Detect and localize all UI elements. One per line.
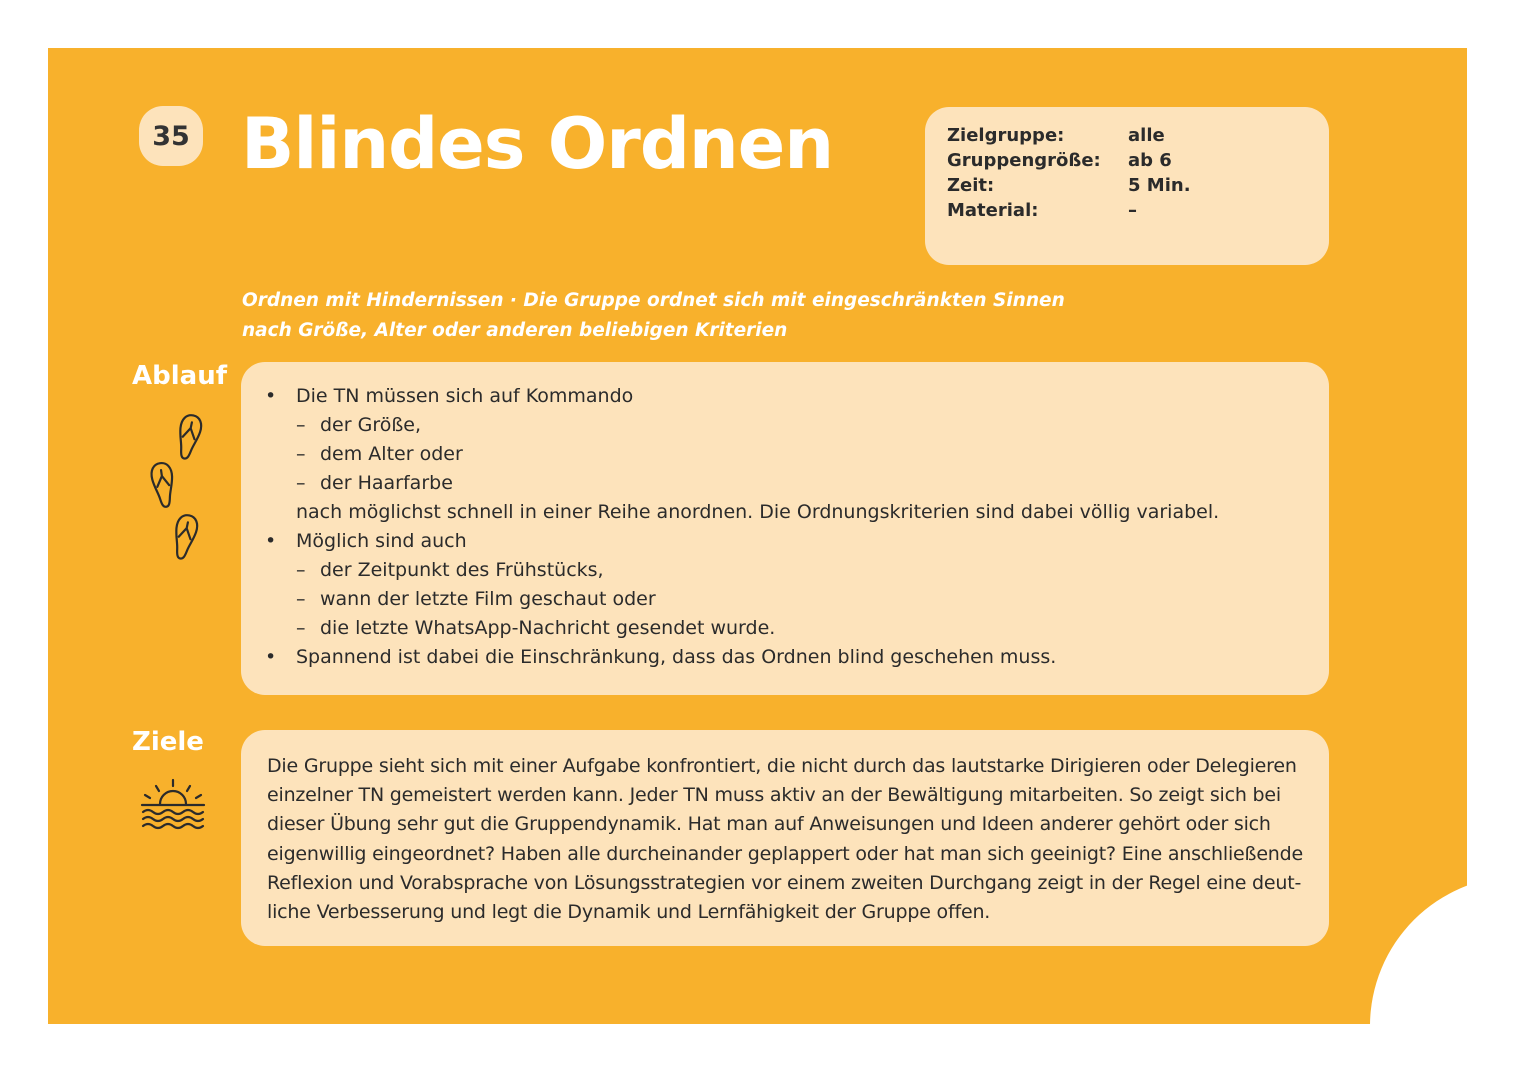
- info-row-zielgruppe: [947, 123, 1329, 148]
- activity-card: [48, 48, 1496, 1027]
- ziele-line: einzelner TN gemeistert werden kann. Jeder TN muss aktiv an der Bewältigung mitarbeiten. So zeigt sich bei: [267, 784, 1281, 807]
- ziele-box: [241, 730, 1329, 946]
- section-label-ablauf: Ablauf: [132, 361, 228, 391]
- info-value: –: [1128, 200, 1137, 221]
- list-item: – wann der letzte Film geschaut oder: [263, 585, 1309, 614]
- ziele-line: Reflexion und Vorabsprache von Lösungsstrategien vor einem zweiten Durchgang zeigt in der Regel eine deut-: [267, 871, 1302, 894]
- info-label: Material:: [947, 200, 1039, 221]
- list-item: – dem Alter oder: [263, 440, 1309, 469]
- list-item: • Spannend ist dabei die Einschränkung, dass das Ordnen blind geschehen muss.: [263, 643, 1309, 672]
- list-item: • Die TN müssen sich auf Kommando: [263, 382, 1309, 411]
- info-value: alle: [1128, 125, 1165, 146]
- ablauf-list: [263, 382, 1309, 672]
- info-label: Zeit:: [947, 175, 995, 196]
- info-row-material: [947, 198, 1329, 223]
- card-title: Blindes Ordnen: [241, 103, 834, 185]
- sunset-icon: [140, 778, 206, 834]
- ablauf-box: [241, 362, 1329, 695]
- list-item: – der Zeitpunkt des Frühstücks,: [263, 556, 1309, 585]
- list-item: – die letzte WhatsApp-Nachricht gesendet wurde.: [263, 614, 1309, 643]
- info-label: Gruppengröße:: [947, 150, 1101, 171]
- card-subtitle: [242, 286, 1065, 346]
- list-item: nach möglichst schnell in einer Reihe anordnen. Die Ordnungskriterien sind dabei völlig variabel.: [296, 501, 1220, 523]
- info-label: Zielgruppe:: [947, 125, 1065, 146]
- ziele-line: Die Gruppe sieht sich mit einer Aufgabe konfrontiert, die nicht durch das lautstarke Dirigieren oder Delegieren: [267, 755, 1297, 777]
- info-box: [925, 107, 1329, 265]
- card-number: 35: [152, 120, 190, 152]
- list-item: • Möglich sind auch: [263, 527, 1309, 556]
- ziele-line: dieser Übung sehr gut die Gruppendynamik. Hat man auf Anweisungen und Ideen anderer gehört oder sich: [267, 813, 1271, 836]
- subtitle-line: Ordnen mit Hindernissen · Die Gruppe ordnet sich mit eingeschränkten Sinnen: [242, 290, 1065, 311]
- list-item: – der Größe,: [263, 411, 1309, 440]
- corner-circle: [1370, 876, 1496, 1027]
- ziele-line: liche Verbesserung und legt die Dynamik und Lernfähigkeit der Gruppe offen.: [267, 901, 991, 924]
- info-value: ab 6: [1128, 150, 1172, 171]
- info-row-zeit: [947, 173, 1329, 198]
- ziele-line: eigenwillig eingeordnet? Haben alle durcheinander geplappert oder hat man sich geeinigt? Eine anschließende: [267, 842, 1303, 865]
- ziele-text: [267, 752, 1303, 927]
- info-row-gruppengroesse: [947, 148, 1329, 173]
- footprints-icon: [144, 412, 204, 572]
- section-label-ziele: Ziele: [132, 727, 204, 757]
- info-value: 5 Min.: [1128, 175, 1191, 196]
- card-number-badge: [139, 106, 203, 166]
- list-item: – der Haarfarbe: [263, 469, 1309, 498]
- subtitle-line: nach Größe, Alter oder anderen beliebigen Kriterien: [242, 320, 788, 341]
- brand-text: Teamergizer: [1383, 914, 1496, 1027]
